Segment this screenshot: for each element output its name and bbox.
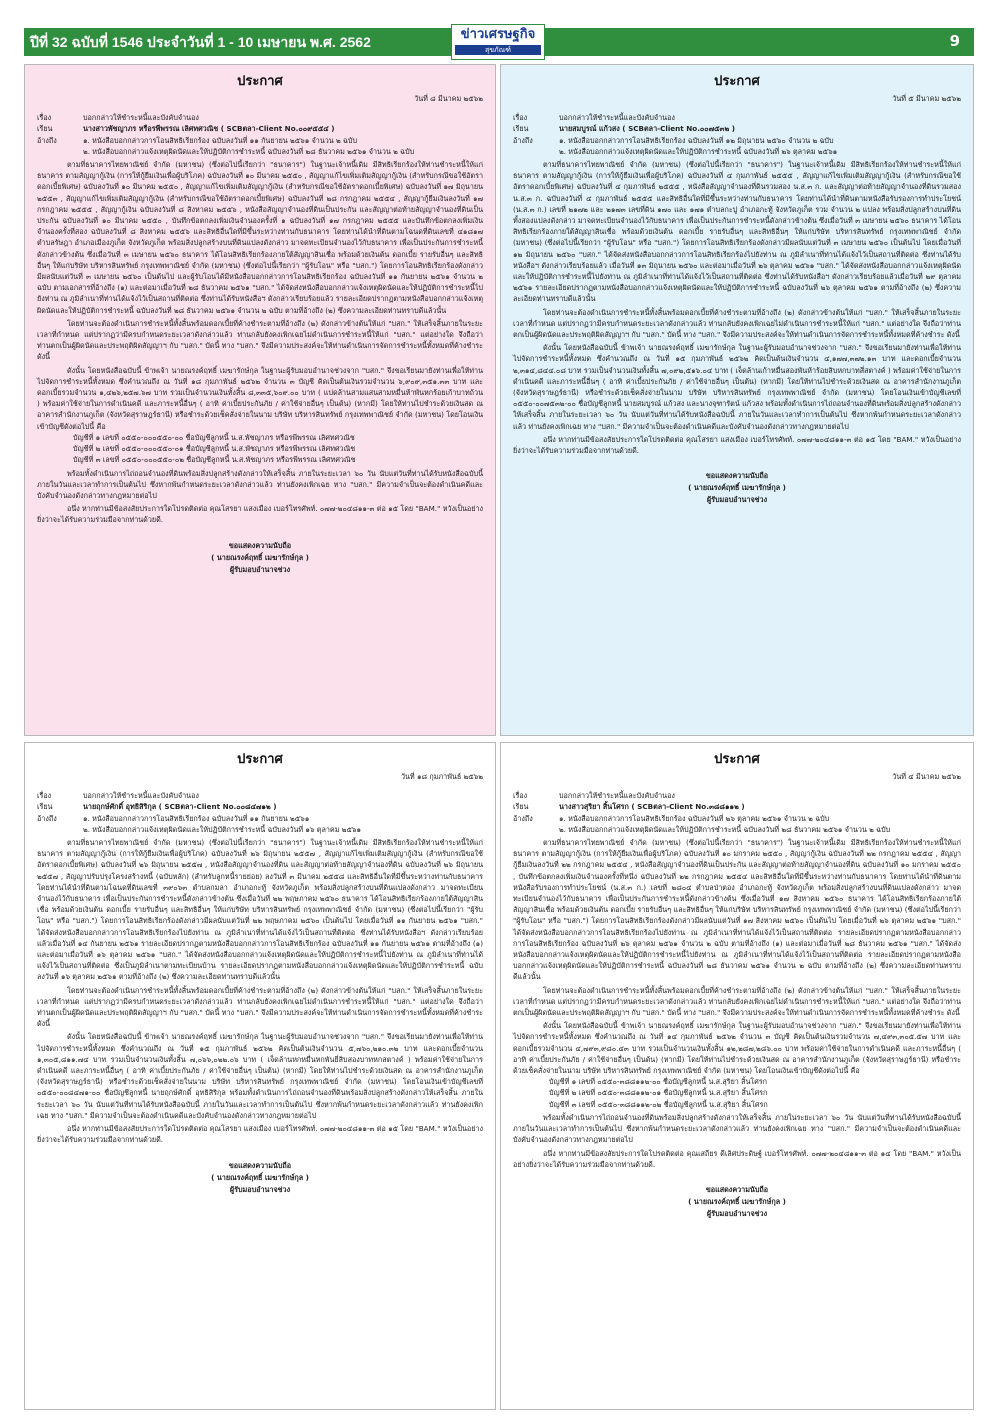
ref-label: อ้างถึง	[37, 813, 57, 823]
account-line: บัญชีที่ ๒ เลขที่ ๐๕๕๐-๓๘๘๑๑๒-๐๑ ชื่อบัญชีลูกหนี้ น.ส.สุริยา สิ้นโศรก	[549, 1088, 768, 1098]
account-line: บัญชีที่ ๓ เลขที่ ๐๕๕๐-๓๘๘๑๑๒-๐๒ ชื่อบัญชีลูกหนี้ น.ส.สุริยา สิ้นโศรก	[549, 1099, 768, 1109]
body-paragraph: โดยท่านจะต้องดำเนินการชำระหนี้ทั้งสิ้นพร้อมดอกเบี้ยที่ค้างชำระตามที่อ้างถึง (๒) ดังกล่าวข้างต้นให้แก่ "บสก." ให้เสร็จสิ้นภายในระยะเวลาที่กำหนด แต่ปรากฏว่ามีครบกำหนดระยะเวลาดังกล่าวแล้ว ท่านกลับยังคงเพิกเฉยไม่ดำเนินการชำระหนี้ให้แก่ "บสก." แต่อย่างใด จึงถือว่าท่านตกเป็นผู้ผิดนัดและประพฤติผิดสัญญาฯ กับ "บสก." บัดนี้ ทาง "บสก." จึงมีความประสงค์จะให้ท่านดำเนินการจัดการชำระหนี้ทั้งหมดที่ค้างชำระ ดังนี้	[513, 307, 961, 340]
sign-role: ผู้รับมอบอำนาจช่วง	[706, 495, 768, 505]
ref-label-spacer	[513, 824, 555, 835]
notice-title: ประกาศ	[714, 752, 760, 767]
body-paragraph: อนึ่ง หากท่านมีข้อสงสัยประการใดโปรดติดต่อ คุณโสรยา แสงเมือง เบอร์โทรศัพท์. ๐๗๗-๒๐๔๘๑๑-๓ ต่อ ๑๕ โดย "BAM." หวังเป็นอย่างยิ่งว่าจะได้รับความร่วมมือจากท่านด้วยดี.	[513, 434, 961, 456]
to-label: เรียน	[37, 124, 53, 134]
notice-date: วันที่ ๘ มีนาคม ๒๕๖๒	[414, 94, 483, 103]
body-paragraph: อนึ่ง หากท่านมีข้อสงสัยประการใดโปรดติดต่อ คุณโสรยา แสงเมือง เบอร์โทรศัพท์. ๐๗๗-๒๐๔๘๑๑-๓ ต่อ ๑๕ โดย "BAM." หวังเป็นอย่างยิ่งว่าจะได้รับความร่วมมือจากท่านด้วยดี.	[37, 1124, 483, 1145]
notice-meta	[513, 790, 961, 835]
sign-role: ผู้รับมอบอำนาจช่วง	[229, 1184, 291, 1194]
notice-date: วันที่ ๑๘ กุมภาพันธ์ ๒๕๖๒	[400, 772, 483, 781]
subject-text: บอกกล่าวให้ชำระหนี้และบังคับจำนอง	[559, 113, 675, 123]
body-paragraph: ตามที่ธนาคารไทยพาณิชย์ จำกัด (มหาชน) (ซึ่งต่อไปนี้เรียกว่า "ธนาคาร") ในฐานะเจ้าหนี้เดิม มีสิทธิเรียกร้องให้ท่านชำระหนี้ให้แก่ธนาคาร ตามสัญญากู้เงิน (การให้กู้ยืมเงินเพื่อผู้บริโภค) ฉบับลงวันที่ ๔ กุมภาพันธ์ ๒๕๕๕ , สัญญาแก้ไขเพิ่มเติมสัญญากู้เงิน (สำหรับกรณีขอใช้อัตราดอกเบี้ยพิเศษ) ฉบับลงวันที่ ๔ กุมภาพันธ์ ๒๕๕๕ , หนังสือสัญญาจำนองที่ดินรวมสอง น.ส.๓ ก. และสัญญาต่อท้ายสัญญาจำนองที่ดินรวมสอง น.ส.๓ ก. ฉบับลงวันที่ ๔ กุมภาพันธ์ ๒๕๕๕ และสิทธิอื่นใดที่มีขึ้นระหว่างท่านกับธนาคาร โดยท่านได้นำที่ดินตามหนังสือรับรองการทำประโยชน์ (น.ส.๓ ก.) เลขที่ ๒๑๗๒ และ ๒๑๗๓ เลขที่ดิน ๑๗๐ และ ๑๗๑ ตำบลกะปู อำเภอกะทู้ จังหวัดภูเก็ต รวม จำนวน ๒ แปลง พร้อมสิ่งปลูกสร้างบนที่ดินทั้งสองแปลงดังกล่าว มาจดทะเบียนจำนองไว้กับธนาคาร เพื่อเป็นประกันการชำระหนี้ดังกล่าวข้างต้น ซึ่งเมื่อวันที่ ๓ เมษายน ๒๕๖๐ ธนาคาร ได้โอนสิทธิเรียกร้องภายใต้สัญญาสินเชื่อ พร้อมด้วยเงินต้น ดอกเบี้ย รายรับอื่นๆ และสิทธิอื่นๆ ให้แก่บริษัท บริหารสินทรัพย์ กรุงเทพพาณิชย์ จำกัด (มหาชน) (ซึ่งต่อไปนี้เรียกว่า "ผู้รับโอน" หรือ "บสก.") โดยการโอนสิทธิเรียกร้องดังกล่าวมีผลนับแต่วันที่ ๓ เมษายน ๒๕๖๐ เป็นต้นไป โดยเมื่อวันที่ ๑๒ มิถุนายน ๒๕๖๐ "บสก." ได้จัดส่งหนังสือบอกกล่าวการโอนสิทธิเรียกร้องไปยังท่าน ณ ภูมิลำเนาที่ท่านได้แจ้งไว้เป็นสถานที่ติดต่อ ซึ่งท่านได้รับหนังสือฯ ดังกล่าวเรียบร้อยแล้ว เมื่อวันที่ ๑๓ มิถุนายน ๒๕๖๐ และต่อมาเมื่อวันที่ ๒๖ ตุลาคม ๒๕๖๑ "บสก." ได้จัดส่งหนังสือบอกกล่าวแจ้งเหตุผิดนัดและให้ปฏิบัติการชำระหนี้ไปยังท่าน ณ ภูมิลำเนาที่ท่านได้แจ้งไว้เป็นสถานที่ติดต่อ ซึ่งท่านได้รับหนังสือฯ ดังกล่าวเรียบร้อยแล้วเมื่อวันที่ ๒๙ ตุลาคม ๒๕๖๑ รายละเอียดปรากฏตามหนังสือบอกกล่าวแจ้งเหตุผิดนัดและให้ปฏิบัติการชำระหนี้ ฉบับลงวันที่ ๒๖ ตุลาคม ๒๕๖๑ ตามที่อ้างถึง (๒) ซึ่งความละเอียดท่านทราบดีแล้วนั้น	[513, 160, 961, 304]
account-line: บัญชีที่ ๒ เลขที่ ๐๕๕๐-๐๐๐๕๕๐-๐๑ ชื่อบัญชีลูกหนี้ น.ส.พัชญาภร หรือรพีพรรณ เลิศทศวณิช	[73, 444, 356, 454]
body-paragraph: ดังนั้น โดยหนังสือฉบับนี้ ข้าพเจ้า นายณรงค์ฤทธิ์ เมฆารักษ์กุล ในฐานะผู้รับมอบอำนาจช่วงจาก "บสก." จึงขอเรียนมายังท่านเพื่อให้ท่านไปจัดการชำระหนี้ทั้งหมด ซึ่งคำนวณถึง ณ วันที่ ๑๔ กุมภาพันธ์ ๒๕๖๒ จำนวน ๓ บัญชี คิดเป็นต้นเงินรวมจำนวน ๗,๔๙๓,๓๐๕.๕๗ บาท และดอกเบี้ยรวมจำนวน ๔,๗๙๓,๙๘๐.๔๓ บาท รวมเป็นจำนวนเงินทั้งสิ้น ๑๒,๒๘๗,๒๘๖.๐๐ บาท พร้อมค่าใช้จ่ายในการดำเนินคดี และภาระหนี้อื่นๆ ( อาทิ ค่าเบี้ยประกันภัย / ค่าใช้จ่ายอื่นๆ เป็นต้น) (หากมี) โดยให้ท่านไปชำระด้วยเงินสด ณ อาคารสำนักงานภูเก็ต (จังหวัดสุราษฎร์ธานี) หรือชำระด้วยเช็คสั่งจ่ายในนาม บริษัท บริหารสินทรัพย์ กรุงเทพพาณิชย์ จำกัด (มหาชน) โดยโอนเงินเข้าบัญชีดังต่อไปนี้ คือ	[513, 1021, 961, 1076]
subject-text: บอกกล่าวให้ชำระหนี้และบังคับจำนอง	[83, 791, 199, 801]
body-paragraph: ตามที่ธนาคารไทยพาณิชย์ จำกัด (มหาชน) (ซึ่งต่อไปนี้เรียกว่า "ธนาคาร") ในฐานะเจ้าหนี้เดิม มีสิทธิเรียกร้องให้ท่านชำระหนี้ให้แก่ธนาคาร ตามสัญญากู้เงิน (การให้กู้ยืมเงินเพื่อผู้บริโภค) ฉบับลงวันที่ ๑๐ มกราคม ๒๕๕๐ , สัญญากู้เงิน ฉบับลงวันที่ ๒๒ กรกฎาคม ๒๕๕๔ , สัญญากู้ยืมเงินลงวันที่ ๒๒ กรกฎาคม ๒๕๕๔ , หนังสือสัญญาจำนองที่ดินเป็นประกัน และสัญญาต่อท้ายสัญญาจำนองที่ดิน ฉบับลงวันที่ ๑๐ มกราคม ๒๕๕๐ , บันทึกข้อตกลงเพิ่มเงินจำนองครั้งที่หนึ่ง ฉบับลงวันที่ ๒๒ กรกฎาคม ๒๕๕๔ และสิทธิอื่นใดที่มีขึ้นระหว่างท่านกับธนาคาร โดยท่านได้นำที่ดินตามหนังสือรับรองการทำประโยชน์ (น.ส.๓ ก.) เลขที่ ๒๘๐๔ ตำบลป่าตอง อำเภอกะทู้ จังหวัดภูเก็ต พร้อมสิ่งปลูกสร้างบนที่ดินแปลงดังกล่าว มาจดทะเบียนจำนองไว้กับธนาคาร เพื่อเป็นประกันการชำระหนี้ดังกล่าวข้างต้น ซึ่งเมื่อวันที่ ๑๗ สิงหาคม ๒๕๖๐ ธนาคาร ได้โอนสิทธิเรียกร้องภายใต้สัญญาสินเชื่อ พร้อมด้วยเงินต้น ดอกเบี้ย รายรับอื่นๆ และสิทธิอื่นๆ ให้แก่บริษัท บริหารสินทรัพย์ กรุงเทพพาณิชย์ จำกัด (มหาชน) (ซึ่งต่อไปนี้เรียกว่า "ผู้รับโอน" หรือ "บสก.") โดยการโอนสิทธิเรียกร้องดังกล่าวมีผลนับแต่วันที่ ๑๗ สิงหาคม ๒๕๖๐ เป็นต้นไป โดยเมื่อวันที่ ๒๖ ตุลาคม ๒๕๖๑ "บสก." ได้จัดส่งหนังสือบอกกล่าวการโอนสิทธิเรียกร้องไปยังท่าน ณ ภูมิลำเนาที่ท่านได้แจ้งไว้เป็นสถานที่ติดต่อ รายละเอียดปรากฏตามหนังสือบอกกล่าวการโอนสิทธิเรียกร้อง ฉบับลงวันที่ ๒๖ ตุลาคม ๒๕๖๑ จำนวน ๒ ฉบับ ตามที่อ้างถึง (๑) และต่อมาเมื่อวันที่ ๒๘ ธันวาคม ๒๕๖๑ "บสก." ได้จัดส่งหนังสือบอกกล่าวแจ้งเหตุผิดนัดและให้ปฏิบัติการชำระหนี้ไปยังท่าน ณ ภูมิลำเนาที่ท่านได้แจ้งไว้เป็นสถานที่ติดต่อ รายละเอียดปรากฏตามหนังสือบอกกล่าวแจ้งเหตุผิดนัดและให้ปฏิบัติการชำระหนี้ ฉบับลงวันที่ ๒๘ ธันวาคม ๒๕๖๑ จำนวน ๒ ฉบับ ตามที่อ้างถึง (๒) ซึ่งความละเอียดท่านทราบดีแล้วนั้น	[513, 838, 961, 982]
closing-paragraph: อนึ่ง หากท่านมีข้อสงสัยประการใดโปรดติดต่อ คุณโสรยา แสงเมือง เบอร์โทรศัพท์. ๐๗๗-๒๐๔๘๑๑-๓ ต่อ ๑๕ โดย "BAM." หวังเป็นอย่างยิ่งว่าจะได้รับความร่วมมือจากท่านด้วยดี.	[37, 504, 483, 525]
notice-box	[24, 742, 496, 1410]
body-paragraph: โดยท่านจะต้องดำเนินการชำระหนี้ทั้งสิ้นพร้อมดอกเบี้ยที่ค้างชำระตามที่อ้างถึง (๒) ดังกล่าวข้างต้นให้แก่ "บสก." ให้เสร็จสิ้นภายในระยะเวลาที่กำหนด แต่ปรากฏว่ามีครบกำหนดระยะเวลาดังกล่าวแล้ว ท่านกลับยังคงเพิกเฉยไม่ดำเนินการชำระหนี้ให้แก่ "บสก." แต่อย่างใด จึงถือว่าท่านตกเป็นผู้ผิดนัดและประพฤติผิดสัญญาฯ กับ "บสก." บัดนี้ ทาง "บสก." จึงมีความประสงค์จะให้ท่านดำเนินการจัดการชำระหนี้ทั้งหมดที่ค้างชำระ ดังนี้	[37, 985, 483, 1029]
signature-block	[37, 540, 483, 576]
ref-item: ๒. หนังสือบอกกล่าวแจ้งเหตุผิดนัดและให้ปฏิบัติการชำระหนี้ ฉบับลงวันที่ ๑๖ ตุลาคม ๒๕๖๑	[83, 824, 362, 834]
body-paragraph: ดังนั้น โดยหนังสือฉบับนี้ ข้าพเจ้า นายณรงค์ฤทธิ์ เมฆารักษ์กุล ในฐานะผู้รับมอบอำนาจช่วงจาก "บสก." จึงขอเรียนมายังท่านเพื่อให้ท่านไปจัดการชำระหนี้ทั้งหมด ซึ่งคำนวณถึง ณ วันที่ ๑๕ กุมภาพันธ์ ๒๕๖๒ คิดเป็นต้นเงินจำนวน ๕,๗๖๐,๒๑๐.๓๒ บาท และดอกเบี้ยจำนวน ๑,๓๐๕,๘๑๑.๗๔ บาท รวมเป็นจำนวนเงินทั้งสิ้น ๗,๐๖๖,๐๒๒.๐๖ บาท ( เจ็ดล้านหกหมื่นหกพันยี่สิบสองบาทหกสตางค์ ) พร้อมค่าใช้จ่ายในการดำเนินคดี และภาระหนี้อื่นๆ ( อาทิ ค่าเบี้ยประกันภัย / ค่าใช้จ่ายอื่นๆ เป็นต้น) (หากมี) โดยให้ท่านไปชำระด้วยเงินสด ณ อาคารสำนักงานภูเก็ต (จังหวัดสุราษฎร์ธานี) หรือชำระด้วยเช็คสั่งจ่ายในนาม บริษัท บริหารสินทรัพย์ กรุงเทพพาณิชย์ จำกัด (มหาชน) โดยโอนเงินเข้าบัญชีเลขที่ ๐๕๕๐-๐๐๘๔๗๑-๐๐ ชื่อบัญชีลูกหนี้ นายฤกษ์ศักดิ์ อุทธิสิริกุล พร้อมทั้งดำเนินการไถ่ถอนจำนองที่ดินพร้อมสิ่งปลูกสร้างดังกล่าวให้เสร็จสิ้น ภายในระยะเวลา ๖๐ วัน นับแต่วันที่ท่านได้รับหนังสือฉบับนี้ ภายในวันและเวลาทำการเป็นต้นไป ซึ่งหากพ้นกำหนดระยะเวลาดังกล่าวแล้ว ท่านยังคงเพิกเฉย ทาง "บสก." มีความจำเป็นจะต้องดำเนินคดีและบังคับจำนองดังกล่าวทางกฎหมายต่อไป	[37, 1032, 483, 1120]
sign-role: ผู้รับมอบอำนาจช่วง	[229, 564, 291, 574]
notice-title: ประกาศ	[237, 752, 283, 767]
recipient-text: นางสาวสุริยา สิ้นโศรก ( SCBตลา-Client No.๓๘๘๑๑๒ )	[559, 802, 745, 812]
page-number: 9	[949, 32, 960, 50]
newspaper-logo	[451, 24, 545, 60]
recipient-text: นายฤกษ์ศักดิ์ อุทธิสิริกุล ( SCBตลา-Client No.๐๐๘๔๗๑๒ )	[83, 802, 277, 812]
signature-block	[513, 1184, 961, 1220]
ref-item: ๑. หนังสือบอกกล่าวการโอนสิทธิเรียกร้อง ฉบับลงวันที่ ๒๖ ตุลาคม ๒๕๖๑ จำนวน ๒ ฉบับ	[559, 813, 830, 823]
sign-name: ( นายณรงค์ฤทธิ์ เมฆารักษ์กุล )	[688, 1196, 786, 1206]
body-paragraph: ดังนั้น โดยหนังสือฉบับนี้ ข้าพเจ้า นายณรงค์ฤทธิ์ เมฆารักษ์กุล ในฐานะผู้รับมอบอำนาจช่วงจาก "บสก." จึงขอเรียนมายังท่านเพื่อให้ท่านไปจัดการชำระหนี้ทั้งหมด ซึ่งคำนวณถึง ณ วันที่ ๑๕ กุมภาพันธ์ ๒๕๖๒ คิดเป็นต้นเงินจำนวน ๔,๑๗๗,๓๗๒.๑๓ บาท และดอกเบี้ยจำนวน ๒,๓๑๔,๘๔๔.๐๘ บาท รวมเป็นจำนวนเงินทั้งสิ้น ๗,๐๙๒,๕๑๖.๐๔ บาท ( เจ็ดล้านเก้าหมื่นสองพันห้าร้อยสิบหกบาทสี่สตางค์ ) พร้อมค่าใช้จ่ายในการดำเนินคดี และภาระหนี้อื่นๆ ( อาทิ ค่าเบี้ยประกันภัย / ค่าใช้จ่ายอื่นๆ เป็นต้น) (หากมี) โดยให้ท่านไปชำระด้วยเงินสด ณ อาคารสำนักงานภูเก็ต (จังหวัดสุราษฎร์ธานี) หรือชำระด้วยเช็คสั่งจ่ายในนาม บริษัท บริหารสินทรัพย์ กรุงเทพพาณิชย์ จำกัด (มหาชน) โดยโอนเงินเข้าบัญชีเลขที่ ๐๕๕๐-๐๐๗๕๓๒-๐๐ ชื่อบัญชีลูกหนี้ นายสมบูรณ์ แก้วสง และนางจุฑารัตน์ แก้วสง พร้อมทั้งดำเนินการไถ่ถอนจำนองที่ดินพร้อมสิ่งปลูกสร้างดังกล่าวให้เสร็จสิ้น ภายในระยะเวลา ๖๐ วัน นับแต่วันที่ท่านได้รับหนังสือฉบับนี้ ภายในวันและเวลาทำการเป็นต้นไป ซึ่งหากพ้นกำหนดระยะเวลาดังกล่าวแล้ว ท่านยังคงเพิกเฉย ทาง "บสก." มีความจำเป็นจะต้องดำเนินคดีและบังคับจำนองดังกล่าวทางกฎหมายต่อไป	[513, 343, 961, 431]
notice-box	[500, 742, 974, 1410]
ref-label: อ้างถึง	[37, 135, 57, 145]
signature-block	[513, 470, 961, 506]
to-label: เรียน	[513, 124, 529, 134]
closing-paragraph: อนึ่ง หากท่านมีข้อสงสัยประการใดโปรดติดต่อ คุณเสถียร ดีเลิศประดิษฐ์ เบอร์โทรศัพท์. ๐๗๗-๒๐๔๘๑๑-๓ ต่อ ๑๔ โดย "BAM." หวังเป็นอย่างยิ่งว่าจะได้รับความร่วมมือจากท่านด้วยดี.	[513, 1148, 961, 1169]
ref-item: ๑. หนังสือบอกกล่าวการโอนสิทธิเรียกร้อง ฉบับลงวันที่ ๑๑ กันยายน ๒๕๖๑ จำนวน ๒ ฉบับ	[83, 135, 358, 145]
account-line: บัญชีที่ ๑ เลขที่ ๐๕๕๐-๐๐๐๕๕๐-๐๐ ชื่อบัญชีลูกหนี้ น.ส.พัชญาภร หรือรพีพรรณ เลิศทศวณิช	[73, 432, 355, 442]
subject-label: เรื่อง	[513, 791, 528, 801]
closing-paragraph: พร้อมทั้งดำเนินการไถ่ถอนจำนองที่ดินพร้อมสิ่งปลูกสร้างดังกล่าวให้เสร็จสิ้น ภายในระยะเวลา ๖๐ วัน นับแต่วันที่ท่านได้รับหนังสือฉบับนี้ ภายในวันและเวลาทำการเป็นต้นไป ซึ่งหากพ้นกำหนดระยะเวลาดังกล่าวแล้ว ท่านยังคงเพิกเฉย ทาง "บสก." มีความจำเป็นจะต้องดำเนินคดีและบังคับจำนองดังกล่าวทางกฎหมายต่อไป	[513, 1112, 961, 1145]
notice-box	[24, 64, 496, 736]
body-paragraph: โดยท่านจะต้องดำเนินการชำระหนี้ทั้งสิ้นพร้อมดอกเบี้ยที่ค้างชำระตามที่อ้างถึง (๒) ดังกล่าวข้างต้นให้แก่ "บสก." ให้เสร็จสิ้นภายในระยะเวลาที่กำหนด แต่ปรากฏว่ามีครบกำหนดระยะเวลาดังกล่าวแล้ว ท่านกลับยังคงเพิกเฉยไม่ดำเนินการชำระหนี้ให้แก่ "บสก." แต่อย่างใด จึงถือว่าท่านตกเป็นผู้ผิดนัดและประพฤติผิดสัญญาฯ กับ "บสก." บัดนี้ ทาง "บสก." จึงมีความประสงค์จะให้ท่านดำเนินการจัดการชำระหนี้ทั้งหมดที่ค้างชำระ ดังนี้	[37, 318, 483, 362]
sign-name: ( นายณรงค์ฤทธิ์ เมฆารักษ์กุล )	[211, 552, 309, 562]
notice-meta	[37, 790, 483, 835]
notice-date: วันที่ ๕ มีนาคม ๒๕๖๒	[892, 94, 961, 103]
subject-label: เรื่อง	[37, 791, 52, 801]
ref-label: อ้างถึง	[513, 135, 533, 145]
ref-item: ๑. หนังสือบอกกล่าวการโอนสิทธิเรียกร้อง ฉบับลงวันที่ ๑๑ กันยายน ๒๕๖๑	[83, 813, 310, 823]
to-label: เรียน	[37, 802, 53, 812]
ref-item: ๑. หนังสือบอกกล่าวการโอนสิทธิเรียกร้อง ฉบับลงวันที่ ๑๒ มิถุนายน ๒๕๖๐ จำนวน ๒ ฉบับ	[559, 135, 834, 145]
ref-item: ๒. หนังสือบอกกล่าวแจ้งเหตุผิดนัดและให้ปฏิบัติการชำระหนี้ ฉบับลงวันที่ ๒๖ ตุลาคม ๒๕๖๑	[559, 146, 838, 156]
sign-regards: ขอแสดงความนับถือ	[705, 471, 769, 481]
account-line: บัญชีที่ ๓ เลขที่ ๐๕๕๐-๐๐๐๕๕๐-๐๒ ชื่อบัญชีลูกหนี้ น.ส.พัชญาภร หรือรพีพรรณ เลิศทศวณิช	[73, 455, 356, 465]
ref-label-spacer	[513, 146, 555, 157]
sign-role: ผู้รับมอบอำนาจช่วง	[706, 1208, 768, 1218]
to-label: เรียน	[513, 802, 529, 812]
account-line: บัญชีที่ ๑ เลขที่ ๐๕๕๐-๓๘๘๑๑๒-๐๐ ชื่อบัญชีลูกหนี้ น.ส.สุริยา สิ้นโศรก	[549, 1077, 768, 1087]
sign-name: ( นายณรงค์ฤทธิ์ เมฆารักษ์กุล )	[688, 483, 786, 493]
sign-regards: ขอแสดงความนับถือ	[228, 1160, 292, 1170]
body-paragraph: ตามที่ธนาคารไทยพาณิชย์ จำกัด (มหาชน) (ซึ่งต่อไปนี้เรียกว่า "ธนาคาร") ในฐานะเจ้าหนี้เดิม มีสิทธิเรียกร้องให้ท่านชำระหนี้ให้แก่ธนาคาร ตามสัญญากู้เงิน (การให้กู้ยืมเงินเพื่อผู้บริโภค) ฉบับลงวันที่ ๑๐ มีนาคม ๒๕๕๐ , สัญญาแก้ไขเพิ่มเติมสัญญากู้เงิน (สำหรับกรณีขอใช้อัตราดอกเบี้ยพิเศษ) ฉบับลงวันที่ ๑๐ มีนาคม ๒๕๕๐ , สัญญาแก้ไขเพิ่มเติมสัญญากู้เงิน (สำหรับกรณีขอใช้อัตราดอกเบี้ยพิเศษ) ฉบับลงวันที่ ๑๗ มิถุนายน ๒๕๕๓ , สัญญาแก้ไขเพิ่มเติมสัญญากู้เงิน (สำหรับกรณีขอใช้อัตราดอกเบี้ยพิเศษ) ฉบับลงวันที่ ๒๘ กรกฎาคม ๒๕๕๔ , สัญญากู้ยืมเงินลงวันที่ ๑๗ กรกฎาคม ๒๕๕๕ , สัญญากู้เงิน ฉบับลงวันที่ ๘ สิงหาคม ๒๕๕๖ , หนังสือสัญญาจำนองที่ดินเป็นประกัน และสัญญาต่อท้ายสัญญาจำนองที่ดินเป็นประกัน ฉบับลงวันที่ ๑๐ มีนาคม ๒๕๕๐ , บันทึกข้อตกลงเพิ่มเงินจำนองครั้งที่ ๑ ฉบับลงวันที่ ๑๗ กรกฎาคม ๒๕๕๕ และบันทึกข้อตกลงเพิ่มเงินจำนองครั้งที่สอง ฉบับลงวันที่ ๘ สิงหาคม ๒๕๕๖ และสิทธิอื่นใดที่มีขึ้นระหว่างท่านกับธนาคาร โดยท่านได้นำที่ดินตามโฉนดที่ดินเลขที่ ๔๑๘๑๗ ตำบลรัษฎา อำเภอเมืองภูเก็ต จังหวัดภูเก็ต พร้อมสิ่งปลูกสร้างบนที่ดินแปลงดังกล่าว มาจดทะเบียนจำนองไว้กับธนาคาร เพื่อเป็นประกันการชำระหนี้ดังกล่าวข้างต้น ซึ่งเมื่อวันที่ ๓ เมษายน ๒๕๖๐ ธนาคาร ได้โอนสิทธิเรียกร้องภายใต้สัญญาสินเชื่อ พร้อมด้วยเงินต้น ดอกเบี้ย รายรับอื่นๆ และสิทธิอื่นๆ ให้แก่บริษัท บริหารสินทรัพย์ กรุงเทพพาณิชย์ จำกัด (มหาชน) (ซึ่งต่อไปนี้เรียกว่า "ผู้รับโอน" หรือ "บสก.") โดยการโอนสิทธิเรียกร้องดังกล่าวมีผลนับแต่วันที่ ๓ เมษายน ๒๕๖๐ เป็นต้นไป และผู้รับโอนได้มีหนังสือบอกกล่าวการโอนสิทธิเรียกร้อง ฉบับลงวันที่ ๑๑ กันยายน ๒๕๖๑ จำนวน ๒ ฉบับ ตามเอกสารที่อ้างถึง (๑) และต่อมาเมื่อวันที่ ๒๘ ธันวาคม ๒๕๖๑ "บสก." ได้จัดส่งหนังสือบอกกล่าวแจ้งเหตุผิดนัดและให้ปฏิบัติการชำระหนี้ไปยังท่าน ณ ภูมิลำเนาที่ท่านได้แจ้งไว้เป็นสถานที่ติดต่อ ซึ่งท่านได้รับหนังสือฯ ดังกล่าวเรียบร้อยแล้ว รายละเอียดปรากฏตามหนังสือบอกกล่าวแจ้งเหตุผิดนัดและให้ปฏิบัติการชำระหนี้ ฉบับลงวันที่ ๒๘ ธันวาคม ๒๕๖๑ จำนวน ๒ ฉบับ ตามที่อ้างถึง (๒) ซึ่งความละเอียดท่านทราบดีแล้วนั้น	[37, 160, 483, 315]
subject-label: เรื่อง	[37, 113, 52, 123]
notice-title: ประกาศ	[714, 74, 760, 89]
body-paragraph: ตามที่ธนาคารไทยพาณิชย์ จำกัด (มหาชน) (ซึ่งต่อไปนี้เรียกว่า "ธนาคาร") ในฐานะเจ้าหนี้เดิม มีสิทธิเรียกร้องให้ท่านชำระหนี้ให้แก่ธนาคาร ตามสัญญากู้เงิน (การให้กู้ยืมเงินเพื่อผู้บริโภค) ฉบับลงวันที่ ๒๖ มิถุนายน ๒๕๕๗ , สัญญาแก้ไขเพิ่มเติมสัญญากู้เงิน (สำหรับกรณีขอใช้อัตราดอกเบี้ยพิเศษ) ฉบับลงวันที่ ๒๖ มิถุนายน ๒๕๕๗ , หนังสือสัญญาจำนองที่ดิน และสัญญาต่อท้ายสัญญาจำนองที่ดิน ฉบับลงวันที่ ๒๖ มิถุนายน ๒๕๕๗ , สัญญาปรับปรุงโครงสร้างหนี้ (ฉบับหลัก) (สำหรับลูกหนี้รายย่อย) ลงวันที่ ๓ มีนาคม ๒๕๕๘ และสิทธิอื่นใดที่มีขึ้นระหว่างท่านกับธนาคาร โดยท่านได้นำที่ดินตามโฉนดที่ดินเลขที่ ๓๙๐๖๓ ตำบลกมลา อำเภอกะทู้ จังหวัดภูเก็ต พร้อมสิ่งปลูกสร้างบนที่ดินแปลงดังกล่าว มาจดทะเบียนจำนองไว้กับธนาคาร เพื่อเป็นประกันการชำระหนี้ดังกล่าวข้างต้น ซึ่งเมื่อวันที่ ๒๒ พฤษภาคม ๒๕๖๐ ธนาคาร ได้โอนสิทธิเรียกร้องภายใต้สัญญาสินเชื่อ พร้อมด้วยเงินต้น ดอกเบี้ย รายรับอื่นๆ และสิทธิอื่นๆ ให้แก่บริษัท บริหารสินทรัพย์ กรุงเทพพาณิชย์ จำกัด (มหาชน) (ซึ่งต่อไปนี้เรียกว่า "ผู้รับโอน" หรือ "บสก.") โดยการโอนสิทธิเรียกร้องดังกล่าวมีผลนับแต่วันที่ ๒๒ พฤษภาคม ๒๕๖๐ เป็นต้นไป โดยเมื่อวันที่ ๑๑ กันยายน ๒๕๖๑ "บสก." ได้จัดส่งหนังสือบอกกล่าวการโอนสิทธิเรียกร้องไปยังท่าน ณ ภูมิลำเนาที่ท่านได้แจ้งไว้เป็นสถานที่ติดต่อ ซึ่งท่านได้รับหนังสือฯ ดังกล่าวเรียบร้อยแล้วเมื่อวันที่ ๑๔ กันยายน ๒๕๖๑ รายละเอียดปรากฏตามหนังสือบอกกล่าวการโอนสิทธิเรียกร้อง ฉบับลงวันที่ ๑๑ กันยายน ๒๕๖๑ ตามที่อ้างถึง (๑) และต่อมาเมื่อวันที่ ๑๖ ตุลาคม ๒๕๖๑ "บสก." ได้จัดส่งหนังสือบอกกล่าวแจ้งเหตุผิดนัดและให้ปฏิบัติการชำระหนี้ไปยังท่าน ณ ภูมิลำเนาที่ท่านได้แจ้งไว้เป็นสถานที่ติดต่อ ซึ่งเป็นภูมิลำเนาตามทะเบียนบ้าน รายละเอียดปรากฏตามหนังสือบอกกล่าวแจ้งเหตุผิดนัดและให้ปฏิบัติการชำระหนี้ ฉบับลงวันที่ ๑๖ ตุลาคม ๒๕๖๑ ตามที่อ้างถึง (๒) ซึ่งความละเอียดท่านทราบดีแล้วนั้น	[37, 838, 483, 982]
subject-text: บอกกล่าวให้ชำระหนี้และบังคับจำนอง	[559, 791, 675, 801]
logo-sub: สุขภัณฑ์	[455, 45, 541, 55]
sign-regards: ขอแสดงความนับถือ	[228, 540, 292, 550]
notice-box	[500, 64, 974, 736]
body-paragraph: ดังนั้น โดยหนังสือฉบับนี้ ข้าพเจ้า นายณรงค์ฤทธิ์ เมฆารักษ์กุล ในฐานะผู้รับมอบอำนาจช่วงจาก "บสก." จึงขอเรียนมายังท่านเพื่อให้ท่านไปจัดการชำระหนี้ทั้งหมด ซึ่งคำนวณถึง ณ วันที่ ๑๘ กุมภาพันธ์ ๒๕๖๒ จำนวน ๓ บัญชี คิดเป็นต้นเงินรวมจำนวน ๖,๙๐๙,๓๕๑.๓๓ บาท และดอกเบี้ยรวมจำนวน ๑,๔๒๖,๒๕๗.๖๗ บาท รวมเป็นจำนวนเงินทั้งสิ้น ๘,๓๓๕,๖๐๙.๐๐ บาท ( แปดล้านสามแสนสามหมื่นห้าพันหกร้อยเก้าบาทถ้วน ) พร้อมค่าใช้จ่ายในการดำเนินคดี และภาระหนี้อื่นๆ ( อาทิ ค่าเบี้ยประกันภัย / ค่าใช้จ่ายอื่นๆ เป็นต้น) (หากมี) โดยให้ท่านไปชำระด้วยเงินสด ณ อาคารสำนักงานภูเก็ต (จังหวัดสุราษฎร์ธานี) หรือชำระด้วยเช็คสั่งจ่ายในนาม บริษัท บริหารสินทรัพย์ กรุงเทพพาณิชย์ จำกัด (มหาชน) โดยโอนเงินเข้าบัญชีดังต่อไปนี้ คือ	[37, 365, 483, 431]
recipient-text: นายสมบูรณ์ แก้วสง ( SCBตลา-Client No.๐๐๗๕๓๒ )	[559, 124, 735, 134]
sign-name: ( นายณรงค์ฤทธิ์ เมฆารักษ์กุล )	[211, 1172, 309, 1182]
ref-label: อ้างถึง	[513, 813, 533, 823]
subject-text: บอกกล่าวให้ชำระหนี้และบังคับจำนอง	[83, 113, 199, 123]
recipient-text: นางสาวพัชญาภร หรือรพีพรรณ เลิศทศวณิช ( SCBตลา-Client No.๐๐๙๕๕๔ )	[83, 124, 335, 134]
signature-block	[37, 1160, 483, 1196]
ref-label-spacer	[37, 146, 79, 157]
sign-regards: ขอแสดงความนับถือ	[705, 1184, 769, 1194]
logo-text: ข่าวเศรษฐกิจ	[460, 27, 536, 42]
notice-title: ประกาศ	[237, 74, 283, 89]
issue-line: ปีที่ 32 ฉบับที่ 1546 ประจำวันที่ 1 - 10 เมษายน พ.ศ. 2562	[30, 34, 371, 50]
notice-meta	[37, 112, 483, 157]
notice-date: วันที่ ๔ มีนาคม ๒๕๖๒	[892, 772, 961, 781]
ref-label-spacer	[37, 824, 79, 835]
body-paragraph: โดยท่านจะต้องดำเนินการชำระหนี้ทั้งสิ้นพร้อมดอกเบี้ยที่ค้างชำระตามที่อ้างถึง (๒) ดังกล่าวข้างต้นให้แก่ "บสก." ให้เสร็จสิ้นภายในระยะเวลาที่กำหนด แต่ปรากฏว่ามีครบกำหนดระยะเวลาดังกล่าวแล้ว ท่านกลับยังคงเพิกเฉยไม่ดำเนินการชำระหนี้ให้แก่ "บสก." แต่อย่างใด จึงถือว่าท่านตกเป็นผู้ผิดนัดและประพฤติผิดสัญญาฯ กับ "บสก." บัดนี้ ทาง "บสก." จึงมีความประสงค์จะให้ท่านดำเนินการจัดการชำระหนี้ทั้งหมดที่ค้างชำระ ดังนี้	[513, 985, 961, 1018]
closing-paragraph: พร้อมทั้งดำเนินการไถ่ถอนจำนองที่ดินพร้อมสิ่งปลูกสร้างดังกล่าวให้เสร็จสิ้น ภายในระยะเวลา ๖๐ วัน นับแต่วันที่ท่านได้รับหนังสือฉบับนี้ ภายในวันและเวลาทำการเป็นต้นไป ซึ่งหากพ้นกำหนดระยะเวลาดังกล่าวแล้ว ท่านยังคงเพิกเฉย ทาง "บสก." มีความจำเป็นจะต้องดำเนินคดีและบังคับจำนองดังกล่าวทางกฎหมายต่อไป	[37, 468, 483, 500]
subject-label: เรื่อง	[513, 113, 528, 123]
notice-meta	[513, 112, 961, 157]
ref-item: ๒. หนังสือบอกกล่าวแจ้งเหตุผิดนัดและให้ปฏิบัติการชำระหนี้ ฉบับลงวันที่ ๒๘ ธันวาคม ๒๕๖๑ จำนวน ๒ ฉบับ	[559, 824, 891, 834]
ref-item: ๒. หนังสือบอกกล่าวแจ้งเหตุผิดนัดและให้ปฏิบัติการชำระหนี้ ฉบับลงวันที่ ๒๘ ธันวาคม ๒๕๖๑ จำนวน ๒ ฉบับ	[83, 146, 415, 156]
